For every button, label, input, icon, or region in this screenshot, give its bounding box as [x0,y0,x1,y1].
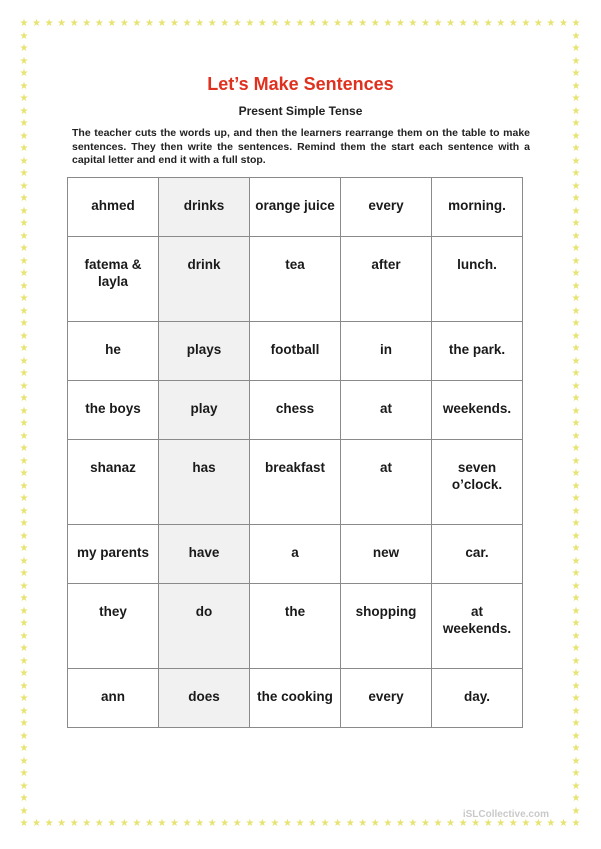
star-icon: ★ [295,818,305,829]
star-icon: ★ [19,68,29,79]
star-icon: ★ [19,443,29,454]
star-icon: ★ [295,18,305,29]
star-icon: ★ [19,355,29,367]
star-icon: ★ [571,243,581,254]
star-icon: ★ [571,405,581,417]
star-icon: ★ [107,18,117,29]
star-icon: ★ [19,618,29,629]
word-cell: weekends. [432,380,523,439]
word-cell: breakfast [250,439,341,525]
star-icon: ★ [19,730,29,742]
star-icon: ★ [571,718,581,729]
word-cell: have [159,525,250,584]
star-icon: ★ [533,18,543,29]
star-icon: ★ [19,505,29,517]
star-icon: ★ [571,555,581,567]
word-cell: play [159,380,250,439]
star-icon: ★ [19,193,29,204]
star-icon: ★ [19,343,29,354]
star-icon: ★ [471,818,481,829]
word-cell: shopping [341,583,432,669]
word-cell: drink [159,236,250,322]
star-icon: ★ [107,818,117,829]
star-icon: ★ [19,18,29,29]
word-cell: at [341,380,432,439]
star-icon: ★ [571,455,581,467]
star-icon: ★ [571,68,581,79]
star-icon: ★ [571,655,581,667]
star-icon: ★ [458,818,468,829]
star-icon: ★ [19,493,29,504]
star-icon: ★ [257,818,267,829]
star-icon: ★ [19,80,29,92]
star-icon: ★ [19,605,29,617]
star-icon: ★ [19,818,29,829]
star-icon: ★ [571,693,581,704]
word-cell: orange juice [250,178,341,237]
star-icon: ★ [132,18,142,29]
star-icon: ★ [19,293,29,304]
word-cell: a [250,525,341,584]
word-cell: morning. [432,178,523,237]
star-icon: ★ [571,568,581,579]
word-cell: lunch. [432,236,523,322]
star-icon: ★ [19,755,29,767]
star-icon: ★ [195,18,205,29]
star-icon: ★ [19,480,29,492]
word-cell: at weekends. [432,583,523,669]
star-icon: ★ [132,818,142,829]
star-icon: ★ [19,780,29,792]
star-icon: ★ [571,305,581,317]
star-icon: ★ [546,18,556,29]
star-icon: ★ [19,168,29,179]
word-cell: after [341,236,432,322]
star-icon: ★ [571,755,581,767]
star-icon: ★ [157,818,167,829]
star-icon: ★ [546,818,556,829]
star-icon: ★ [257,18,267,29]
star-icon: ★ [358,18,368,29]
star-icon: ★ [571,418,581,429]
star-icon: ★ [571,605,581,617]
word-cell: fatema & layla [68,236,159,322]
star-icon: ★ [571,393,581,404]
star-icon: ★ [19,268,29,279]
star-icon: ★ [408,818,418,829]
star-icon: ★ [571,168,581,179]
star-icon: ★ [19,468,29,479]
star-icon: ★ [571,618,581,629]
star-icon: ★ [19,230,29,242]
star-icon: ★ [32,818,42,829]
star-icon: ★ [232,18,242,29]
star-icon: ★ [571,43,581,54]
word-cell: car. [432,525,523,584]
star-icon: ★ [170,18,180,29]
star-icon: ★ [19,718,29,729]
star-icon: ★ [19,643,29,654]
star-icon: ★ [69,818,79,829]
star-icon: ★ [94,818,104,829]
star-icon: ★ [395,818,405,829]
star-icon: ★ [571,630,581,642]
star-icon: ★ [19,255,29,267]
table-row [68,380,523,439]
star-icon: ★ [571,280,581,292]
star-icon: ★ [345,818,355,829]
star-icon: ★ [57,818,67,829]
star-icon: ★ [32,18,42,29]
star-icon: ★ [358,818,368,829]
star-icon: ★ [245,818,255,829]
star-icon: ★ [19,143,29,154]
word-cell: seven o’clock. [432,439,523,525]
star-icon: ★ [182,818,192,829]
star-icon: ★ [207,818,217,829]
word-cell: in [341,322,432,381]
star-icon: ★ [19,680,29,692]
star-icon: ★ [19,318,29,329]
table-row [68,322,523,381]
star-icon: ★ [182,18,192,29]
star-icon: ★ [571,530,581,542]
star-icon: ★ [496,18,506,29]
word-cell: the park. [432,322,523,381]
star-icon: ★ [571,668,581,679]
star-icon: ★ [157,18,167,29]
star-icon: ★ [19,280,29,292]
star-icon: ★ [19,705,29,717]
word-cell: the boys [68,380,159,439]
star-icon: ★ [57,18,67,29]
star-icon: ★ [19,393,29,404]
star-icon: ★ [571,705,581,717]
star-icon: ★ [571,130,581,142]
word-cell: shanaz [68,439,159,525]
star-icon: ★ [571,780,581,792]
star-icon: ★ [571,293,581,304]
star-icon: ★ [571,818,581,829]
star-icon: ★ [571,543,581,554]
star-icon: ★ [533,818,543,829]
star-icon: ★ [44,18,54,29]
star-icon: ★ [119,818,129,829]
table-row [68,669,523,728]
star-icon: ★ [571,593,581,604]
star-icon: ★ [19,55,29,67]
star-icon: ★ [282,18,292,29]
star-icon: ★ [571,105,581,117]
star-icon: ★ [19,580,29,592]
star-icon: ★ [220,18,230,29]
star-icon: ★ [395,18,405,29]
star-icon: ★ [483,18,493,29]
star-icon: ★ [571,268,581,279]
star-icon: ★ [571,93,581,104]
star-icon: ★ [420,18,430,29]
word-cell: my parents [68,525,159,584]
star-icon: ★ [571,493,581,504]
table-row [68,178,523,237]
star-icon: ★ [19,568,29,579]
star-icon: ★ [82,18,92,29]
star-icon: ★ [571,730,581,742]
star-icon: ★ [408,18,418,29]
star-icon: ★ [508,818,518,829]
star-icon: ★ [571,793,581,804]
star-icon: ★ [571,18,581,29]
star-icon: ★ [19,405,29,417]
word-cell: tea [250,236,341,322]
star-icon: ★ [571,643,581,654]
star-icon: ★ [69,18,79,29]
star-icon: ★ [571,193,581,204]
star-icon: ★ [571,355,581,367]
star-icon: ★ [207,18,217,29]
word-cell: plays [159,322,250,381]
star-icon: ★ [19,430,29,442]
star-icon: ★ [220,818,230,829]
star-icon: ★ [471,18,481,29]
star-icon: ★ [19,805,29,817]
star-icon: ★ [571,218,581,229]
word-cell: he [68,322,159,381]
word-cell: chess [250,380,341,439]
star-icon: ★ [19,368,29,379]
star-icon: ★ [270,818,280,829]
star-icon: ★ [446,18,456,29]
star-icon: ★ [571,480,581,492]
star-icon: ★ [94,18,104,29]
star-icon: ★ [19,693,29,704]
word-cell: football [250,322,341,381]
star-icon: ★ [19,205,29,217]
star-icon: ★ [558,818,568,829]
star-icon: ★ [232,818,242,829]
star-icon: ★ [82,818,92,829]
star-icon: ★ [19,418,29,429]
star-icon: ★ [571,368,581,379]
word-cell: new [341,525,432,584]
star-icon: ★ [19,768,29,779]
star-icon: ★ [370,18,380,29]
word-cell: ahmed [68,178,159,237]
watermark: iSLCollective.com [462,809,549,820]
star-icon: ★ [19,655,29,667]
star-icon: ★ [308,18,318,29]
star-icon: ★ [433,818,443,829]
star-icon: ★ [571,430,581,442]
star-icon: ★ [19,93,29,104]
word-cell: they [68,583,159,669]
word-cell: every [341,178,432,237]
page-subtitle: Present Simple Tense [238,104,363,118]
star-icon: ★ [571,805,581,817]
star-icon: ★ [571,155,581,167]
star-icon: ★ [19,593,29,604]
star-icon: ★ [571,468,581,479]
star-icon: ★ [170,818,180,829]
star-icon: ★ [19,105,29,117]
star-icon: ★ [333,18,343,29]
star-icon: ★ [508,18,518,29]
star-icon: ★ [446,818,456,829]
star-icon: ★ [19,243,29,254]
word-cell: every [341,669,432,728]
star-icon: ★ [571,230,581,242]
star-icon: ★ [19,130,29,142]
star-icon: ★ [308,818,318,829]
star-icon: ★ [320,818,330,829]
star-icon: ★ [44,818,54,829]
table-row [68,439,523,525]
star-icon: ★ [320,18,330,29]
star-icon: ★ [19,330,29,342]
star-icon: ★ [19,668,29,679]
star-icon: ★ [571,55,581,67]
star-icon: ★ [571,505,581,517]
table-row [68,236,523,322]
star-icon: ★ [19,380,29,392]
star-icon: ★ [19,455,29,467]
star-icon: ★ [383,818,393,829]
star-icon: ★ [496,818,506,829]
star-icon: ★ [383,18,393,29]
star-icon: ★ [19,218,29,229]
star-icon: ★ [19,155,29,167]
star-icon: ★ [19,305,29,317]
instructions-text: The teacher cuts the words up, and then the learners rearrange them on the table to make sentences. They then write the sentences. Remind them the start each sentence with a capital letter and end it with a full stop. [72,127,530,166]
star-icon: ★ [282,818,292,829]
word-table [67,177,523,728]
star-icon: ★ [433,18,443,29]
star-icon: ★ [19,180,29,192]
star-icon: ★ [19,30,29,42]
star-icon: ★ [483,818,493,829]
star-icon: ★ [144,18,154,29]
word-cell: the cooking [250,669,341,728]
star-icon: ★ [19,630,29,642]
star-icon: ★ [571,380,581,392]
star-icon: ★ [420,818,430,829]
star-icon: ★ [19,743,29,754]
star-icon: ★ [571,118,581,129]
star-icon: ★ [571,318,581,329]
star-icon: ★ [333,818,343,829]
word-cell: day. [432,669,523,728]
star-icon: ★ [571,180,581,192]
star-icon: ★ [19,530,29,542]
word-cell: the [250,583,341,669]
star-icon: ★ [458,18,468,29]
star-icon: ★ [19,543,29,554]
star-icon: ★ [571,768,581,779]
star-icon: ★ [270,18,280,29]
star-icon: ★ [571,80,581,92]
table-row [68,525,523,584]
word-cell: drinks [159,178,250,237]
star-icon: ★ [345,18,355,29]
star-icon: ★ [571,30,581,42]
star-icon: ★ [19,118,29,129]
star-icon: ★ [521,18,531,29]
star-icon: ★ [19,518,29,529]
star-icon: ★ [571,443,581,454]
word-cell: at [341,439,432,525]
star-icon: ★ [195,818,205,829]
star-icon: ★ [119,18,129,29]
star-icon: ★ [370,818,380,829]
star-icon: ★ [19,43,29,54]
star-icon: ★ [144,818,154,829]
star-icon: ★ [19,793,29,804]
star-icon: ★ [571,143,581,154]
star-icon: ★ [571,680,581,692]
star-icon: ★ [521,818,531,829]
star-icon: ★ [571,580,581,592]
word-cell: has [159,439,250,525]
page-title: Let’s Make Sentences [207,74,394,94]
star-icon: ★ [571,205,581,217]
table-row [68,583,523,669]
star-icon: ★ [571,330,581,342]
word-cell: ann [68,669,159,728]
word-cell: do [159,583,250,669]
star-icon: ★ [571,343,581,354]
star-icon: ★ [571,518,581,529]
star-icon: ★ [19,555,29,567]
star-icon: ★ [558,18,568,29]
star-icon: ★ [571,743,581,754]
star-icon: ★ [245,18,255,29]
word-cell: does [159,669,250,728]
star-icon: ★ [571,255,581,267]
